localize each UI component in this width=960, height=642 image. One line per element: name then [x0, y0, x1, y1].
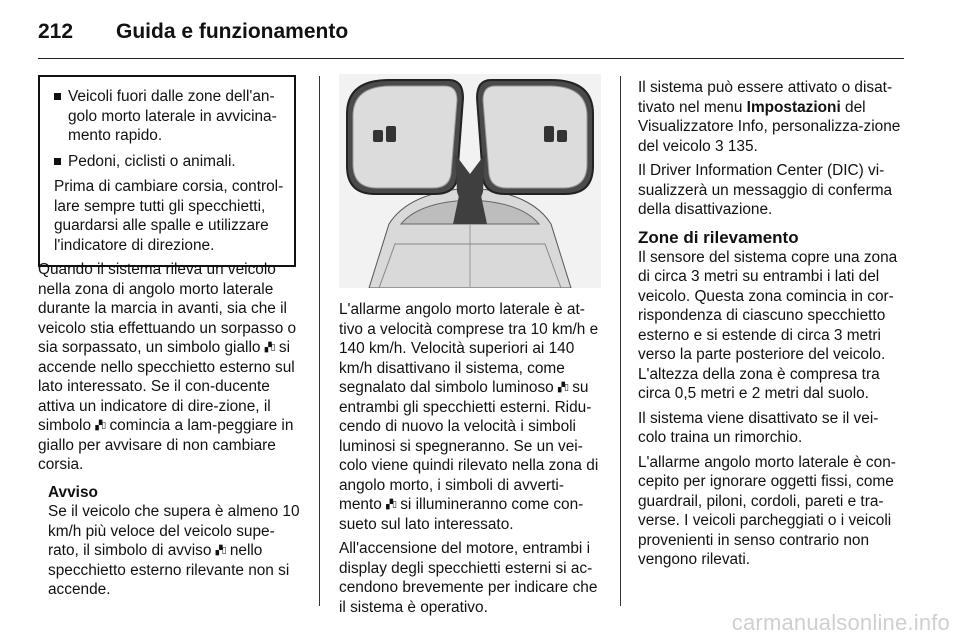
- watermark: carmanualsonline.info: [731, 610, 950, 635]
- column-divider-right: [620, 76, 621, 606]
- blind-spot-warning-icon: ▞▯: [558, 382, 568, 392]
- blind-spot-warning-icon: ▞▯: [386, 499, 396, 509]
- blind-spot-warning-icon: ▞▯: [264, 342, 275, 352]
- note-title: Avviso: [48, 483, 98, 501]
- paragraph: L'allarme angolo morto laterale è con-cepito per ignorare oggetti fissi, come guardrail, piloni, cordoli, pareti e tra-verse. I veicoli parcheggiati o i veicoli provenienti in senso contrario non vengono rilevati.: [638, 453, 896, 568]
- mirror-illustration: [339, 74, 601, 288]
- right-column: [638, 78, 904, 575]
- column-divider-left: [319, 76, 320, 606]
- middle-column: [339, 300, 603, 622]
- note-text: Se il veicolo che supera è almeno 10 km/h più veloce del veicolo supe-rato, il simbolo di avviso ▞▯ nello specchietto esterno rilevante non si accende.: [48, 503, 300, 598]
- box-text: Prima di cambiare corsia, control-lare sempre tutti gli specchietti, guardarsi alle spalle e utilizzare l'indicatore di direzione.: [54, 178, 284, 254]
- info-box: [38, 75, 296, 267]
- list-item: Veicoli fuori dalle zone dell'an-golo morto laterale in avvicina-mento rapido.: [54, 87, 284, 146]
- mirror-illustration-drawing: [339, 74, 601, 288]
- paragraph: Il Driver Information Center (DIC) vi-sualizzerà un messaggio di conferma della disattivazione.: [638, 162, 893, 218]
- left-column: [38, 260, 300, 600]
- paragraph: Il sistema viene disattivato se il vei-colo traina un rimorchio.: [638, 409, 879, 446]
- list-item: Pedoni, ciclisti o animali.: [54, 152, 284, 172]
- note: [38, 483, 300, 600]
- paragraph: Quando il sistema rileva un veicolo nella zona di angolo morto laterale durante la marcia in avanti, sia che il veicolo stia effettuando un sorpasso o sia sorpassato, un simbolo giallo ▞▯ si accende nello specchietto esterno sul lato interessato. Se il con-ducente attiva un indicatore di dire-zione, il simbolo ▞▯ comincia a lam-peggiare in giallo per avvisare di non cambiare corsia.: [38, 261, 297, 473]
- paragraph: Il sistema può essere attivato o disat-tivato nel menu Impostazioni del Visualizzatore Info, personalizza-zione del veicolo 3 135.: [638, 79, 901, 155]
- paragraph: L'allarme angolo morto laterale è at-tivo a velocità comprese tra 10 km/h e 140 km/h. Velocità superiori ai 140 km/h disattivano il sistema, come segnalato dal simbolo luminoso ▞▯ su entrambi gli specchietti esterni. Ridu-cendo di nuovo la velocità i simboli luminosi si spegneranno. Se un vei-colo viene quindi rilevato nella zona di angolo morto, i simboli di avverti-mento ▞▯ si illumineranno come con-sueto sul lato interessato.: [339, 301, 599, 533]
- page-header: [0, 0, 960, 62]
- menu-name: Impostazioni: [746, 98, 841, 116]
- page-number: 212: [38, 20, 74, 43]
- paragraph: All'accensione del motore, entrambi i display degli specchietti esterni si ac-cendono brevemente per indicare che il sistema è operativo.: [339, 540, 598, 616]
- section-heading: Zone di rilevamento: [638, 227, 799, 247]
- blind-spot-warning-icon: ▞▯: [95, 420, 106, 430]
- blind-spot-warning-icon: ▞▯: [215, 545, 226, 555]
- paragraph: Il sensore del sistema copre una zona di circa 3 metri su entrambi i lati del veicolo. Questa zona comincia in cor-rispondenza di ciascuno specchietto esterno e si estende di circa 3 metri verso la parte posteriore del veicolo. L'altezza della zona è compresa tra circa 0,5 metri e 2 metri dal suolo.: [638, 248, 898, 402]
- page-reference-icon: 3: [715, 137, 724, 155]
- page-title: Guida e funzionamento: [116, 20, 349, 43]
- header-rule: [38, 58, 904, 59]
